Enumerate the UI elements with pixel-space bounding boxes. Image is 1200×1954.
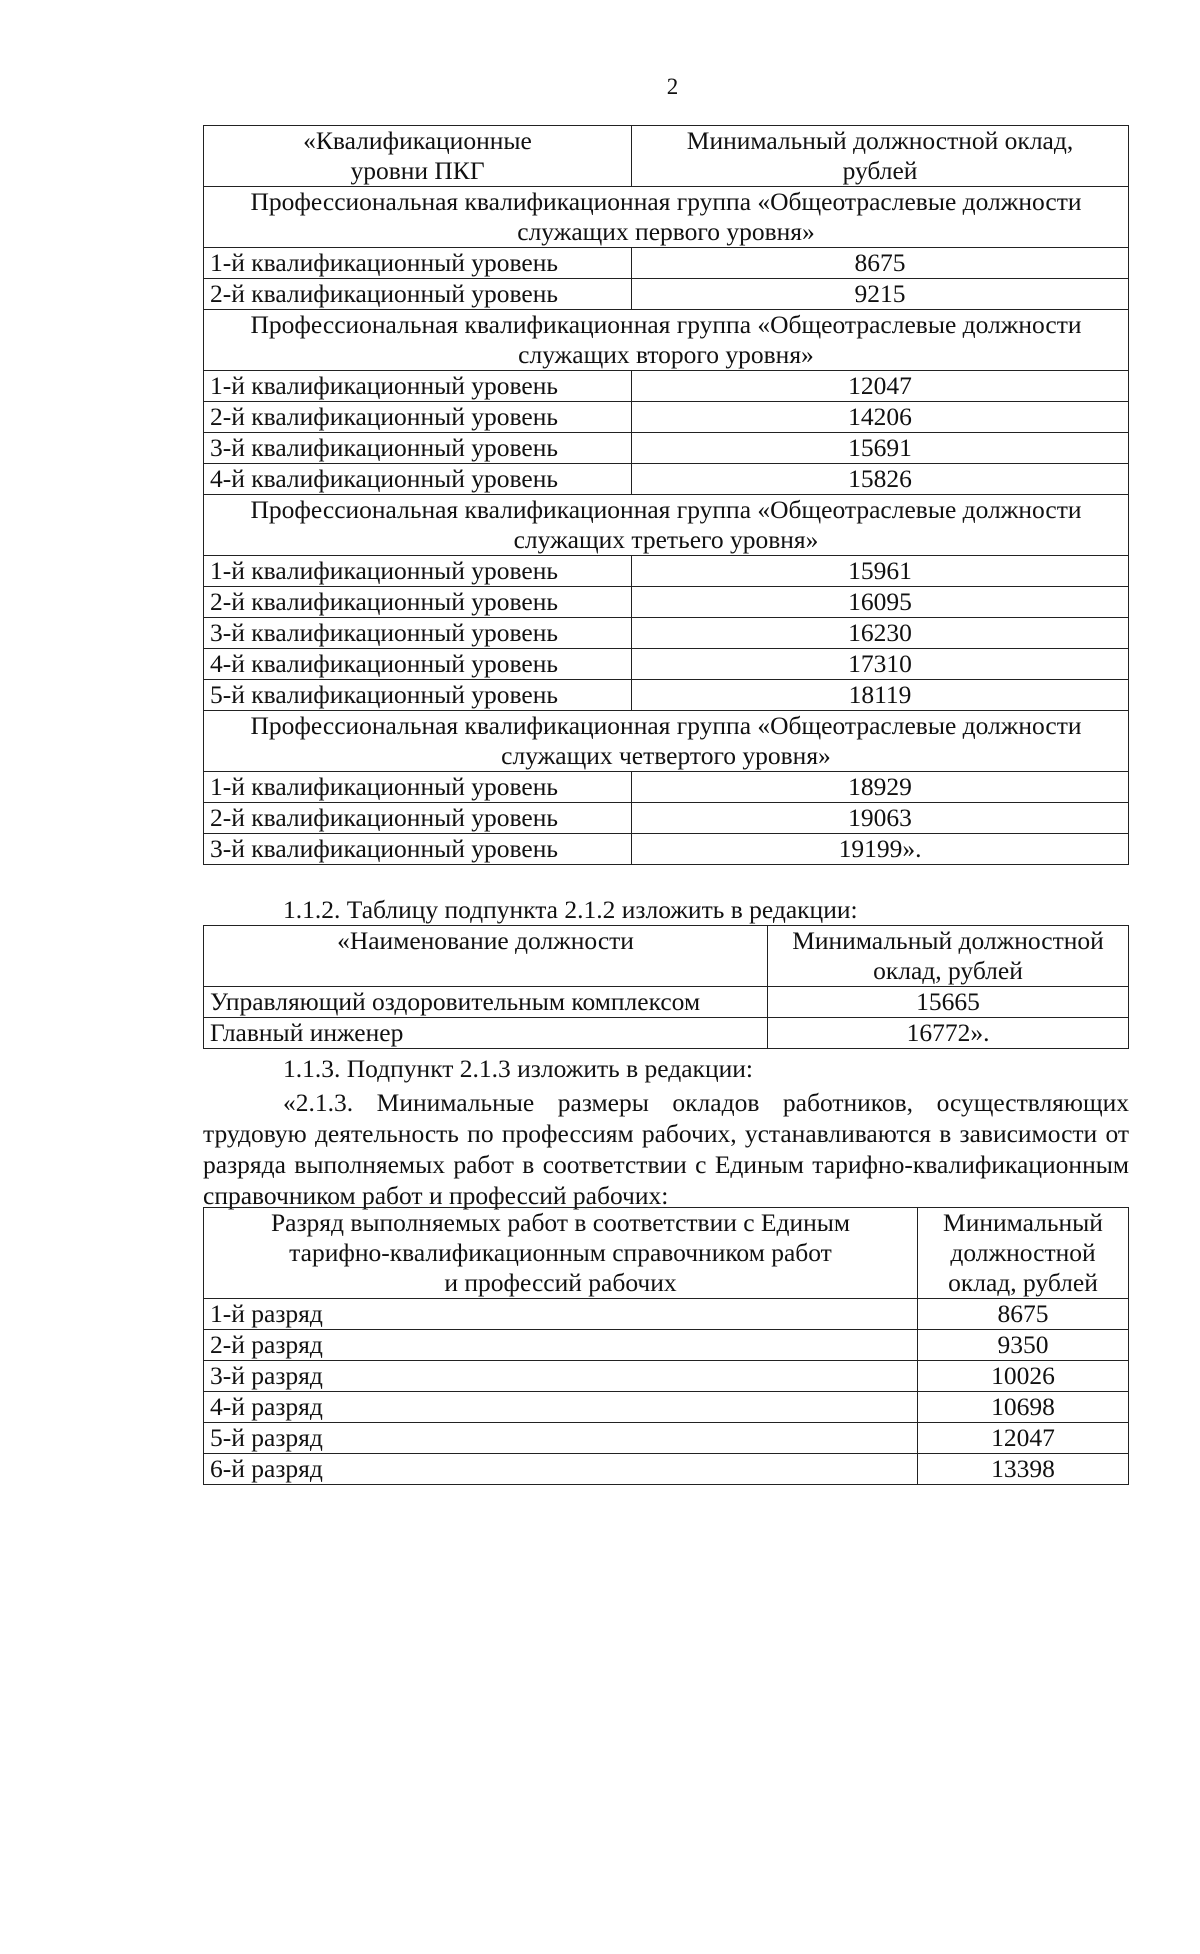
table-row [204, 680, 1129, 711]
salary-cell: 16230 [632, 618, 1129, 649]
group-title-row [204, 711, 1129, 772]
page-number: 2 [666, 74, 679, 99]
group-title-row [204, 187, 1129, 248]
group-title-row [204, 310, 1129, 371]
group-title-line: служащих второго уровня» [518, 340, 814, 369]
group-title-line: служащих третьего уровня» [513, 525, 819, 554]
salary-cell: 15665 [768, 987, 1129, 1018]
salary-cell: 12047 [918, 1423, 1129, 1454]
table-row [204, 433, 1129, 464]
group-title [204, 310, 1129, 371]
pkg-salary-table [203, 125, 1129, 865]
table-row [204, 803, 1129, 834]
level-cell: 3-й квалификационный уровень [204, 834, 632, 865]
table-row [204, 987, 1129, 1018]
header-levels: «Квалификационные уровни ПКГ [204, 126, 632, 187]
level-cell: 1-й квалификационный уровень [204, 772, 632, 803]
group-title-line: служащих четвертого уровня» [501, 741, 831, 770]
table-row [204, 1423, 1129, 1454]
positions-salary-table [203, 925, 1129, 1049]
grade-cell: 5-й разряд [204, 1423, 918, 1454]
table-row [204, 402, 1129, 433]
salary-cell: 15961 [632, 556, 1129, 587]
table-row [204, 834, 1129, 865]
table-header-row [204, 126, 1129, 187]
grade-cell: 2-й разряд [204, 1330, 918, 1361]
salary-cell: 8675 [632, 248, 1129, 279]
table-header-row [204, 926, 1129, 987]
table-row [204, 1454, 1129, 1485]
grade-cell: 4-й разряд [204, 1392, 918, 1423]
header-grade: Разряд выполняемых работ в соответствии с Единым тарифно-квалификационным справочником работ и профессий рабочих [204, 1208, 918, 1299]
salary-cell: 19063 [632, 803, 1129, 834]
table-row [204, 587, 1129, 618]
grade-cell: 1-й разряд [204, 1299, 918, 1330]
group-title-row [204, 495, 1129, 556]
salary-cell: 19199». [632, 834, 1129, 865]
level-cell: 3-й квалификационный уровень [204, 618, 632, 649]
group-title [204, 495, 1129, 556]
level-cell: 4-й квалификационный уровень [204, 649, 632, 680]
salary-cell: 13398 [918, 1454, 1129, 1485]
table-row [204, 279, 1129, 310]
level-cell: 5-й квалификационный уровень [204, 680, 632, 711]
salary-cell: 9350 [918, 1330, 1129, 1361]
salary-cell: 14206 [632, 402, 1129, 433]
grade-cell: 6-й разряд [204, 1454, 918, 1485]
salary-cell: 17310 [632, 649, 1129, 680]
table-row [204, 1330, 1129, 1361]
salary-cell: 16772». [768, 1018, 1129, 1049]
group-title [204, 187, 1129, 248]
header-salary: Минимальный должностной оклад, рублей [768, 926, 1129, 987]
table-row [204, 1299, 1129, 1330]
salary-cell: 18119 [632, 680, 1129, 711]
level-cell: 2-й квалификационный уровень [204, 587, 632, 618]
paragraph-1-1-3: 1.1.3. Подпункт 2.1.3 изложить в редакции: [283, 1054, 753, 1083]
worker-grades-table [203, 1207, 1129, 1485]
position-cell: Главный инженер [204, 1018, 768, 1049]
table-row [204, 1018, 1129, 1049]
salary-cell: 8675 [918, 1299, 1129, 1330]
table-row [204, 556, 1129, 587]
header-position: «Наименование должности [204, 926, 768, 987]
group-title-line: Профессиональная квалификационная группа «Общеотраслевые должности [250, 711, 1082, 740]
table-row [204, 618, 1129, 649]
grade-cell: 3-й разряд [204, 1361, 918, 1392]
header-salary: Минимальный должностной оклад, рублей [632, 126, 1129, 187]
table-row [204, 371, 1129, 402]
salary-cell: 12047 [632, 371, 1129, 402]
level-cell: 2-й квалификационный уровень [204, 402, 632, 433]
salary-cell: 15826 [632, 464, 1129, 495]
table-row [204, 464, 1129, 495]
table-row [204, 248, 1129, 279]
table-row [204, 772, 1129, 803]
group-title-line: Профессиональная квалификационная группа «Общеотраслевые должности [250, 187, 1082, 216]
level-cell: 2-й квалификационный уровень [204, 803, 632, 834]
paragraph-2-1-3: «2.1.3. Минимальные размеры окладов работников, осуществляющих трудовую деятельность по профессиям рабочих, устанавливаются в зависимости от разряда выполняемых работ в соответствии с Единым тарифно-квалификационным справочником работ и профессий рабочих: [203, 1088, 1129, 1210]
salary-cell: 18929 [632, 772, 1129, 803]
level-cell: 1-й квалификационный уровень [204, 248, 632, 279]
level-cell: 2-й квалификационный уровень [204, 279, 632, 310]
salary-cell: 15691 [632, 433, 1129, 464]
table-row [204, 649, 1129, 680]
level-cell: 1-й квалификационный уровень [204, 371, 632, 402]
table-header-row [204, 1208, 1129, 1299]
salary-cell: 10026 [918, 1361, 1129, 1392]
group-title [204, 711, 1129, 772]
salary-cell: 9215 [632, 279, 1129, 310]
group-title-line: служащих первого уровня» [517, 217, 815, 246]
level-cell: 3-й квалификационный уровень [204, 433, 632, 464]
salary-cell: 16095 [632, 587, 1129, 618]
group-title-line: Профессиональная квалификационная группа «Общеотраслевые должности [250, 495, 1082, 524]
paragraph-1-1-2: 1.1.2. Таблицу подпункта 2.1.2 изложить в редакции: [283, 895, 858, 924]
position-cell: Управляющий оздоровительным комплексом [204, 987, 768, 1018]
group-title-line: Профессиональная квалификационная группа «Общеотраслевые должности [250, 310, 1082, 339]
level-cell: 4-й квалификационный уровень [204, 464, 632, 495]
salary-cell: 10698 [918, 1392, 1129, 1423]
header-salary: Минимальный должностной оклад, рублей [918, 1208, 1129, 1299]
table-row [204, 1361, 1129, 1392]
level-cell: 1-й квалификационный уровень [204, 556, 632, 587]
table-row [204, 1392, 1129, 1423]
